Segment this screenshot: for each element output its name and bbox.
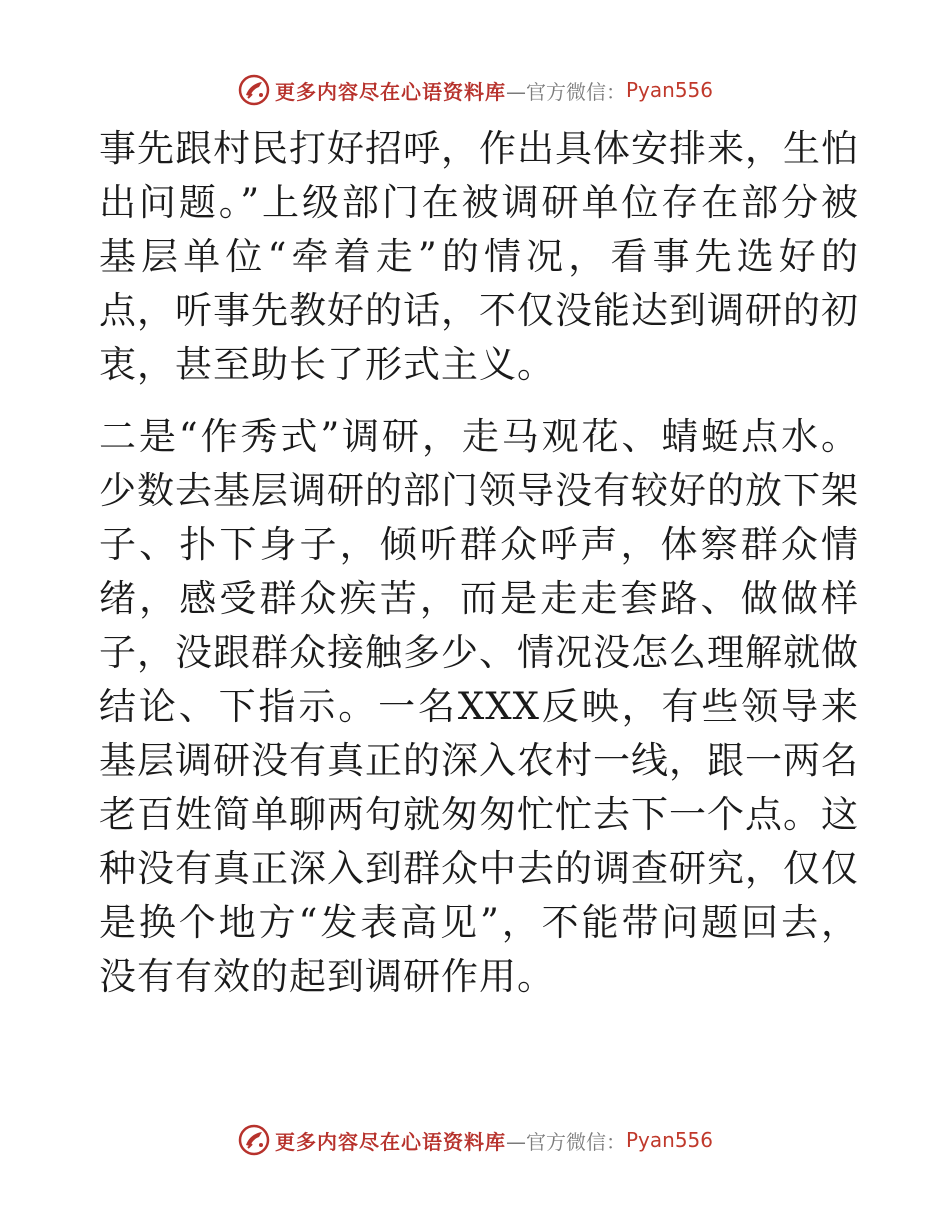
- banner-brand-text: 更多内容尽在心语资料库: [274, 79, 506, 104]
- writing-hand-logo-icon: [237, 73, 271, 107]
- banner-wechat-label: —官方微信：: [505, 79, 626, 104]
- header-watermark-banner: [0, 70, 950, 110]
- banner-wechat-handle: Pyan556: [625, 1128, 713, 1152]
- banner-wechat-handle: Pyan556: [625, 78, 713, 102]
- paragraph-2: 二是“作秀式”调研，走马观花、蜻蜓点水。少数去基层调研的部门领导没有较好的放下架子、扑下身子，倾听群众呼声，体察群众情绪，感受群众疾苦，而是走走套路、做做样子，没跟群众接触多少、情况没怎么理解就做结论、下指示。一名XXX反映，有些领导来基层调研没有真正的深入农村一线，跟一两名老百姓简单聊两句就匆匆忙忙去下一个点。这种没有真正深入到群众中去的调查研究，仅仅是换个地方“发表高见”，不能带问题回去，没有有效的起到调研作用。: [99, 415, 859, 998]
- document-body: [99, 122, 859, 1004]
- banner-brand-text: 更多内容尽在心语资料库: [274, 1129, 506, 1154]
- paragraph-1: 事先跟村民打好招呼，作出具体安排来，生怕出问题。”上级部门在被调研单位存在部分被基层单位“牵着走”的情况，看事先选好的点，听事先教好的话，不仅没能达到调研的初衷，甚至助长了形式主义。: [99, 127, 859, 386]
- writing-hand-logo-icon: [237, 1123, 271, 1157]
- banner-wechat-label: —官方微信：: [505, 1129, 626, 1154]
- footer-watermark-banner: [0, 1120, 950, 1160]
